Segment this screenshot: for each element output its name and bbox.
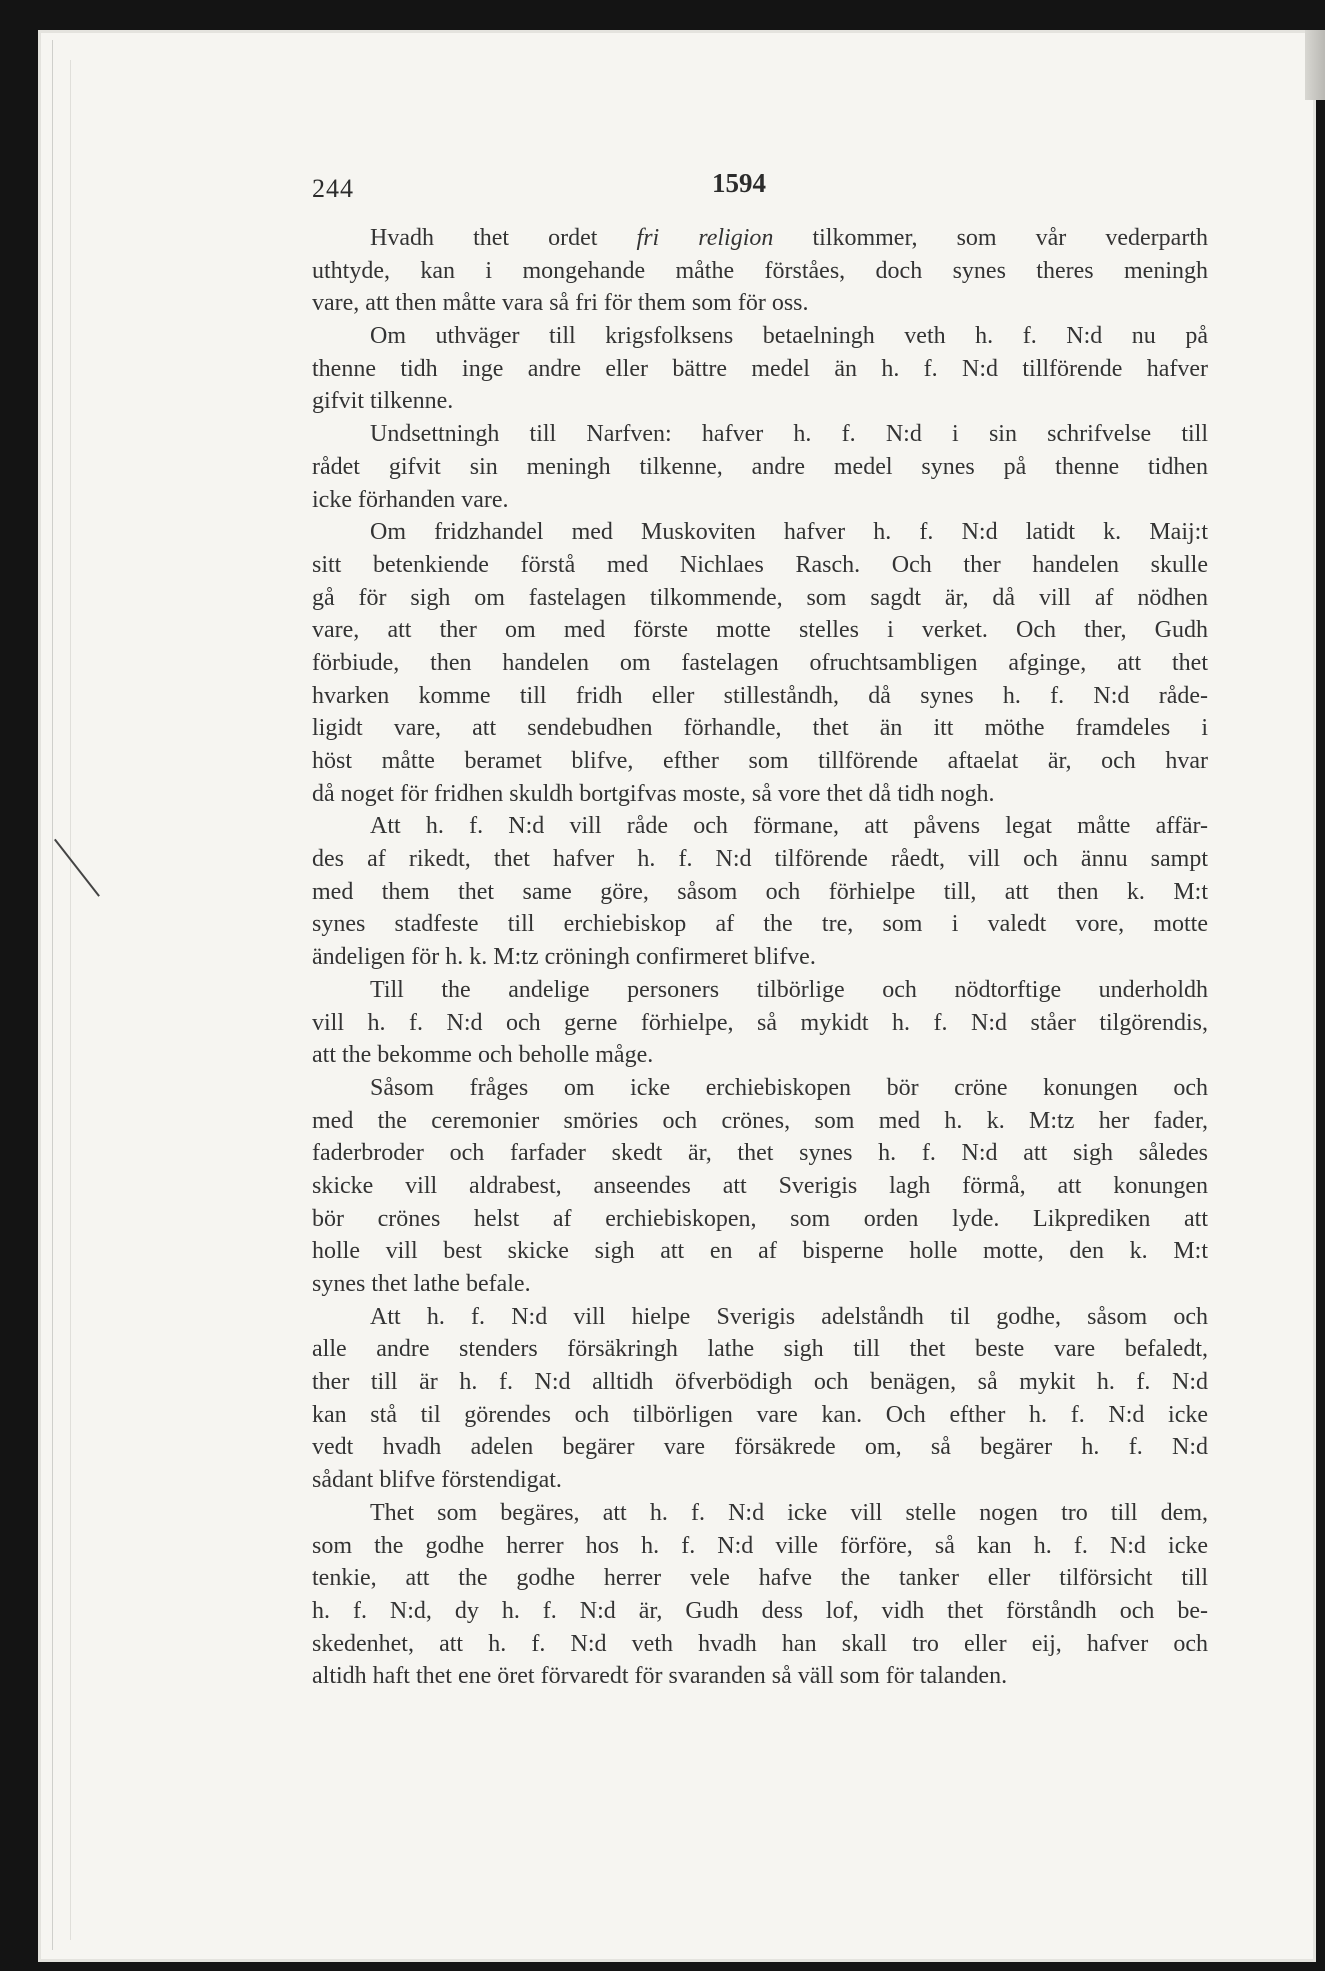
text-line (312, 745, 1208, 778)
text-run: uthtyde, kan i mongehande måthe förståes, doch synes theres meningh (312, 257, 1208, 284)
body-text (312, 222, 1208, 1693)
text-line (312, 582, 1208, 615)
text-run: thenne tidh inge andre eller bättre medel än h. f. N:d tillförende hafver (312, 355, 1208, 382)
text-run: tilkommer, som vår vederparth (773, 225, 1208, 251)
text-line (312, 1562, 1208, 1595)
text-run: altidh haft thet ene öret förvaredt för svaranden så väll som för talanden. (312, 1663, 1008, 1690)
running-header-year: 1594 (712, 168, 766, 198)
text-line (312, 1366, 1208, 1399)
text-line (312, 810, 1208, 843)
text-line (312, 1235, 1208, 1268)
text-line (312, 1431, 1208, 1464)
text-run: Thet som begäres, att h. f. N:d icke vill stelle nogen tro till dem, (370, 1499, 1208, 1526)
text-line (312, 1660, 1208, 1693)
text-run: Undsettningh till Narfven: hafver h. f. N:d i sin schrifvelse till (370, 421, 1208, 448)
page-header (312, 168, 1208, 218)
text-run: hvarken komme till fridh eller stilleståndh, då synes h. f. N:d råde- (312, 682, 1208, 709)
text-line (312, 516, 1208, 549)
text-run: Till the andelige personers tilbörlige och nödtorftige underholdh (370, 976, 1208, 1003)
text-run: faderbroder och farfader skedt är, thet synes h. f. N:d att sigh således (312, 1140, 1208, 1167)
text-run: skicke vill aldrabest, anseendes att Sverigis lagh förmå, att konungen (312, 1172, 1208, 1199)
text-run: rådet gifvit sin meningh tilkenne, andre medel synes på thenne tidhen (312, 453, 1208, 480)
text-line (312, 974, 1208, 1007)
text-run: skedenhet, att h. f. N:d veth hvadh han skall tro eller eij, hafver och (312, 1630, 1208, 1657)
text-line (312, 1268, 1208, 1301)
text-line (312, 876, 1208, 909)
page-edge-line-inner (70, 60, 71, 1940)
text-line (312, 712, 1208, 745)
text-run: förbiude, then handelen om fastelagen ofruchtsambligen afginge, att thet (312, 649, 1208, 676)
text-line (312, 1301, 1208, 1334)
text-line (312, 1333, 1208, 1366)
text-run: gifvit tilkenne. (312, 388, 454, 415)
text-line (312, 1464, 1208, 1497)
text-run: h. f. N:d, dy h. f. N:d är, Gudh dess lof, vidh thet förståndh och be- (312, 1597, 1208, 1624)
text-run: vare, att then måtte vara så fri för them som för oss. (312, 290, 809, 317)
text-line (312, 1137, 1208, 1170)
text-line (312, 320, 1208, 353)
text-line (312, 255, 1208, 288)
text-run: vill h. f. N:d och gerne förhielpe, så mykidt h. f. N:d ståer tilgörendis, (312, 1009, 1208, 1036)
text-run: bör crönes helst af erchiebiskopen, som orden lyde. Likprediken att (312, 1205, 1208, 1232)
text-line (312, 1105, 1208, 1138)
text-run: synes thet lathe befale. (312, 1271, 531, 1297)
text-run: vare, att ther om med förste motte stelles i verket. Och ther, Gudh (312, 617, 1208, 644)
page-edge-line (52, 40, 53, 1950)
text-line (312, 549, 1208, 582)
text-line (312, 353, 1208, 386)
text-line (312, 1039, 1208, 1072)
text-line (312, 1399, 1208, 1432)
text-run: Såsom fråges om icke erchiebiskopen bör cröne konungen och (370, 1074, 1208, 1101)
text-line (312, 484, 1208, 517)
text-line (312, 680, 1208, 713)
page-number: 244 (312, 174, 354, 203)
text-line (312, 1595, 1208, 1628)
text-run: des af rikedt, thet hafver h. f. N:d tilförende råedt, vill och ännu sampt (312, 846, 1208, 873)
text-run: att the bekomme och beholle måge. (312, 1042, 654, 1069)
text-run: icke förhanden vare. (312, 486, 509, 513)
text-run: Om uthväger till krigsfolksens betaelningh veth h. f. N:d nu på (370, 323, 1208, 350)
text-line (312, 385, 1208, 418)
text-line (312, 1628, 1208, 1661)
text-run: tenkie, att the godhe herrer vele hafve the tanker eller tilförsicht till (312, 1565, 1208, 1592)
text-run: sådant blifve förstendigat. (312, 1467, 562, 1494)
text-run: Hvadh thet ordet (370, 225, 637, 251)
text-line (312, 1072, 1208, 1105)
text-line (312, 1203, 1208, 1236)
text-line (312, 647, 1208, 680)
text-line (312, 614, 1208, 647)
text-line (312, 1170, 1208, 1203)
text-run: holle vill best skicke sigh att en af bisperne holle motte, den k. M:t (312, 1238, 1208, 1265)
text-run: Om fridzhandel med Muskoviten hafver h. f. N:d latidt k. Maij:t (370, 519, 1208, 546)
text-line (312, 451, 1208, 484)
text-line (312, 843, 1208, 876)
text-run: kan stå til görendes och tilbörligen vare kan. Och efther h. f. N:d icke (312, 1401, 1208, 1428)
text-line (312, 1007, 1208, 1040)
italic-phrase: fri religion (636, 225, 774, 251)
text-line (312, 287, 1208, 320)
text-run: alle andre stenders försäkringh lathe sigh till thet beste vare befaledt, (312, 1336, 1208, 1363)
text-line (312, 941, 1208, 974)
text-run: vedt hvadh adelen begärer vare försäkrede om, så begärer h. f. N:d (312, 1434, 1208, 1461)
corner-shadow (1305, 30, 1325, 100)
text-run: som the godhe herrer hos h. f. N:d ville förföre, så kan h. f. N:d icke (312, 1532, 1208, 1559)
text-line (312, 418, 1208, 451)
text-run: höst måtte beramet blifve, efther som tillförende aftaelat är, och hvar (312, 748, 1208, 774)
text-run: gå för sigh om fastelagen tilkommende, som sagdt är, då vill af nödhen (312, 584, 1208, 611)
text-run: Att h. f. N:d vill hielpe Sverigis adelståndh til godhe, såsom och (370, 1303, 1208, 1330)
text-run: då noget för fridhen skuldh bortgifvas moste, så vore thet då tidh nogh. (312, 780, 995, 807)
text-line (312, 1497, 1208, 1530)
text-run: ändeligen för h. k. M:tz cröningh confirmeret blifve. (312, 944, 816, 971)
text-line (312, 222, 1208, 255)
text-run: med the ceremonier smöries och crönes, som med h. k. M:tz her fader, (312, 1107, 1208, 1134)
text-run: ligidt vare, att sendebudhen förhandle, thet än itt möthe framdeles i (312, 715, 1208, 742)
text-run: sitt betenkiende förstå med Nichlaes Rasch. Och ther handelen skulle (312, 551, 1208, 578)
text-line (312, 778, 1208, 811)
text-run: ther till är h. f. N:d alltidh öfverbödigh och benägen, så mykit h. f. N:d (312, 1369, 1208, 1396)
text-run: synes stadfeste till erchiebiskop af the tre, som i valedt vore, motte (312, 911, 1208, 938)
text-line (312, 908, 1208, 941)
text-run: Att h. f. N:d vill råde och förmane, att påvens legat måtte affär- (370, 813, 1208, 840)
text-line (312, 1530, 1208, 1563)
text-run: med them thet same göre, såsom och förhielpe till, att then k. M:t (312, 878, 1208, 905)
